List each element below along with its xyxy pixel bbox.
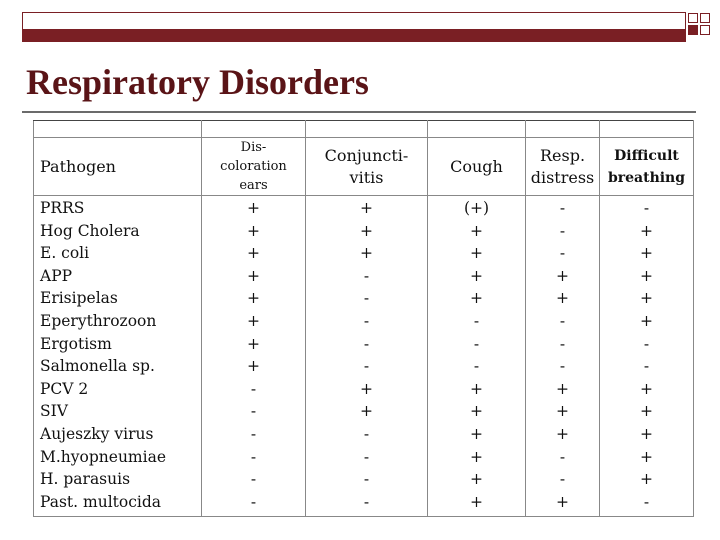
decoration-square-dark [688, 25, 698, 35]
disorders-table [33, 120, 694, 517]
resp-value: + [556, 402, 569, 421]
header-decoration-bar [22, 12, 686, 42]
discoloration-value: + [247, 357, 260, 376]
resp-value: - [559, 199, 566, 217]
resp-value: - [559, 470, 566, 489]
discoloration-value: - [250, 379, 257, 398]
difficult-value: + [640, 379, 653, 398]
cough-value: + [470, 221, 483, 240]
difficult-value: + [640, 402, 653, 421]
discoloration-value: + [247, 221, 260, 240]
pathogen-value: E. coli [40, 244, 90, 263]
difficult-value: + [640, 470, 653, 489]
cough-value: + [470, 379, 483, 398]
pathogen-value: Eperythrozoon [40, 311, 157, 330]
resp-value: + [556, 379, 569, 398]
table-row [34, 196, 694, 517]
cough-value: + [470, 492, 483, 511]
conjunctivitis-value: - [363, 447, 370, 466]
cough-value: + [470, 402, 483, 421]
table-header-row [34, 138, 694, 196]
conjunctivitis-value: + [360, 379, 373, 398]
cough-value: - [473, 311, 480, 330]
resp-value: - [559, 221, 566, 240]
conjunctivitis-value: + [360, 199, 373, 217]
difficult-value: + [640, 289, 653, 308]
resp-value: + [556, 424, 569, 443]
pathogen-value: Salmonella sp. [40, 357, 155, 376]
difficult-value: - [643, 492, 650, 511]
decoration-square [700, 25, 710, 35]
resp-distress-cell [526, 196, 600, 517]
difficult-value: - [643, 334, 650, 353]
conjunctivitis-value: - [363, 357, 370, 376]
cough-value: + [470, 424, 483, 443]
difficult-value: + [640, 244, 653, 263]
difficult-value: + [640, 447, 653, 466]
cough-value: + [470, 244, 483, 263]
resp-value: + [556, 289, 569, 308]
discoloration-value: + [247, 311, 260, 330]
conjunctivitis-value: - [363, 470, 370, 489]
difficult-value: + [640, 266, 653, 285]
cough-value: + [470, 447, 483, 466]
difficult-breathing-cell [600, 196, 694, 517]
cough-cell [428, 196, 526, 517]
conjunctivitis-value: - [363, 424, 370, 443]
pathogen-value: Ergotism [40, 334, 112, 353]
header-difficult-breathing: Difficult breathing [600, 138, 694, 196]
pathogen-cell [34, 196, 202, 517]
cough-value: + [470, 266, 483, 285]
discoloration-value: - [250, 402, 257, 421]
pathogen-value: Aujeszky virus [40, 424, 154, 443]
pathogen-value: Past. multocida [40, 492, 162, 511]
header-conjunctivitis: Conjuncti- vitis [306, 138, 428, 196]
cough-value: + [470, 470, 483, 489]
cough-value: + [470, 289, 483, 308]
header-discoloration-ears: Dis- coloration ears [202, 138, 306, 196]
cough-value: - [473, 357, 480, 376]
discoloration-value: + [247, 199, 260, 217]
conjunctivitis-value: - [363, 289, 370, 308]
table-top-rule [34, 121, 694, 138]
pathogen-value: PRRS [40, 199, 85, 217]
title-divider [22, 111, 696, 113]
pathogen-value: H. parasuis [40, 470, 131, 489]
resp-value: - [559, 334, 566, 353]
discoloration-value: + [247, 334, 260, 353]
resp-value: + [556, 492, 569, 511]
conjunctivitis-value: - [363, 492, 370, 511]
header-cough: Cough [428, 138, 526, 196]
pathogen-value: PCV 2 [40, 379, 89, 398]
conjunctivitis-value: + [360, 402, 373, 421]
conjunctivitis-cell [306, 196, 428, 517]
resp-value: - [559, 447, 566, 466]
decoration-square [688, 13, 698, 23]
conjunctivitis-value: + [360, 221, 373, 240]
resp-value: - [559, 311, 566, 330]
resp-value: - [559, 357, 566, 376]
header-pathogen: Pathogen [34, 138, 202, 196]
discoloration-value: - [250, 447, 257, 466]
difficult-value: + [640, 311, 653, 330]
conjunctivitis-value: - [363, 266, 370, 285]
pathogen-value: Erisipelas [40, 289, 118, 308]
pathogen-value: APP [40, 266, 73, 285]
pathogen-value: SIV [40, 402, 68, 421]
cough-value: - [473, 334, 480, 353]
cough-value: (+) [463, 199, 490, 217]
discoloration-value: + [247, 244, 260, 263]
difficult-value: + [640, 221, 653, 240]
decoration-square [700, 13, 710, 23]
difficult-value: - [643, 199, 650, 217]
discoloration-value: + [247, 289, 260, 308]
difficult-value: - [643, 357, 650, 376]
resp-value: + [556, 266, 569, 285]
slide-title: Respiratory Disorders [26, 62, 369, 102]
header-resp-distress: Resp. distress [526, 138, 600, 196]
difficult-value: + [640, 424, 653, 443]
discoloration-value: + [247, 266, 260, 285]
conjunctivitis-value: + [360, 244, 373, 263]
discoloration-value: - [250, 424, 257, 443]
disorders-table-container [33, 120, 693, 517]
conjunctivitis-value: - [363, 334, 370, 353]
discoloration-value: - [250, 470, 257, 489]
discoloration-cell [202, 196, 306, 517]
header-decoration-band [23, 29, 685, 42]
pathogen-value: Hog Cholera [40, 221, 140, 240]
discoloration-value: - [250, 492, 257, 511]
conjunctivitis-value: - [363, 311, 370, 330]
pathogen-value: M.hyopneumiae [40, 447, 166, 466]
resp-value: - [559, 244, 566, 263]
